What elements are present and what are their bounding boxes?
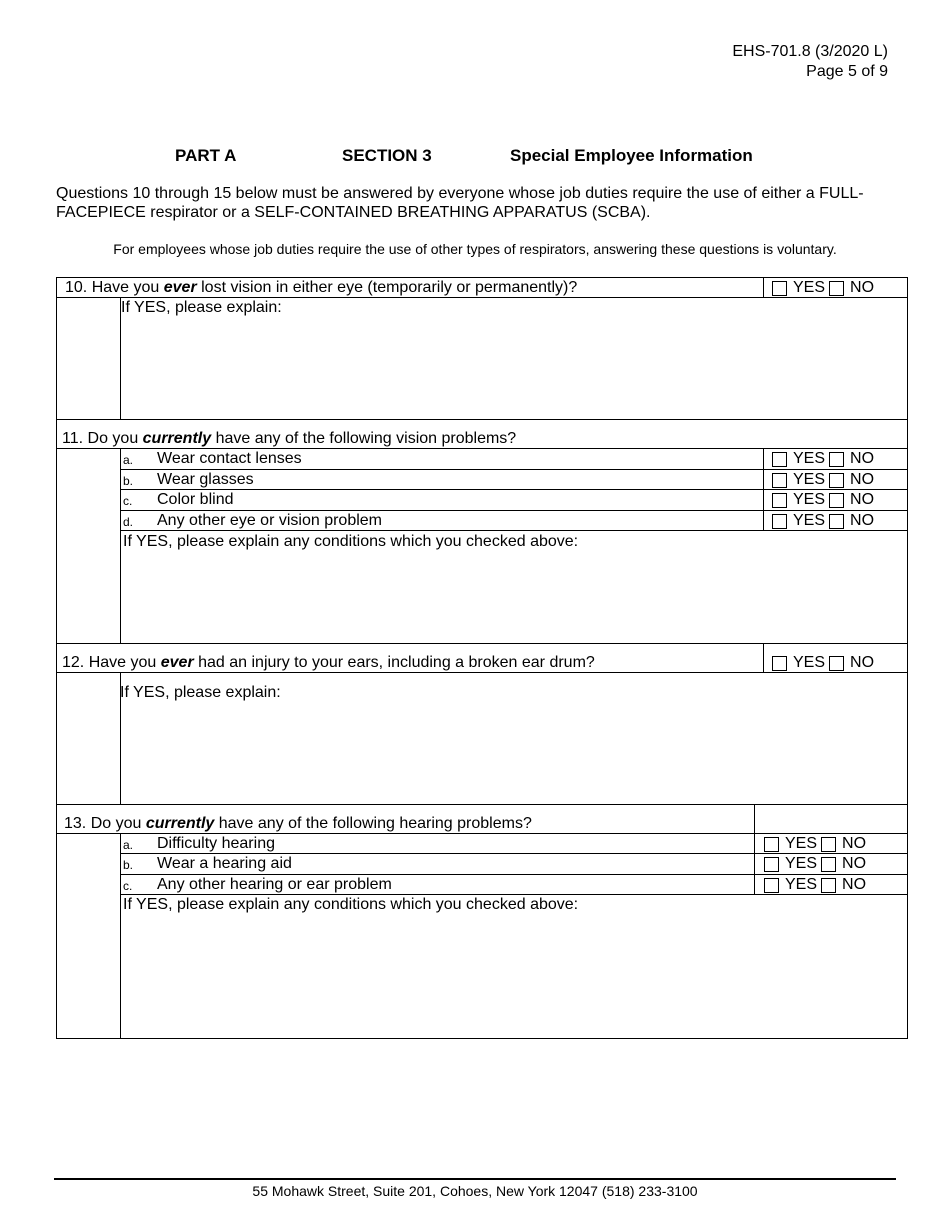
list-item-letter: c. bbox=[123, 879, 133, 893]
form-header bbox=[732, 42, 888, 82]
list-item-letter: d. bbox=[123, 515, 134, 529]
intro-text: Questions 10 through 15 below must be answered by everyone whose job duties require the use of either a FULL-FACEPIECE respirator or a SELF-CONTAINED BREATHING APPARATUS (SCBA). bbox=[56, 185, 864, 221]
q11b-no-checkbox[interactable] bbox=[829, 473, 844, 488]
q10-explain-label: If YES, please explain: bbox=[121, 299, 282, 316]
list-item: Wear contact lenses bbox=[157, 450, 302, 467]
voluntary-note: For employees whose job duties require the use of other types of respirators, answering these questions is voluntary. bbox=[113, 241, 837, 257]
list-item-letter: a. bbox=[123, 453, 134, 467]
q13c-yes-no: YES NO bbox=[764, 876, 866, 894]
q12-no-checkbox[interactable] bbox=[829, 656, 844, 671]
form-id: EHS-701.8 (3/2020 L) bbox=[732, 43, 888, 60]
section-name: Special Employee Information bbox=[510, 146, 753, 165]
q13b-yes-no: YES NO bbox=[764, 855, 866, 873]
list-item: Color blind bbox=[157, 491, 234, 508]
list-item: Difficulty hearing bbox=[157, 835, 275, 852]
q11b-yes-checkbox[interactable] bbox=[772, 473, 787, 488]
q11a-yes-no: YES NO bbox=[772, 450, 874, 468]
q11a-yes-checkbox[interactable] bbox=[772, 452, 787, 467]
q13c-no-checkbox[interactable] bbox=[821, 878, 836, 893]
q10-no-checkbox[interactable] bbox=[829, 281, 844, 296]
list-item-letter: b. bbox=[123, 858, 134, 872]
q10-yes-no: YES NO bbox=[772, 279, 874, 297]
list-item: Wear glasses bbox=[157, 471, 254, 488]
page-number: Page 5 of 9 bbox=[806, 63, 888, 80]
q12-explain-field[interactable] bbox=[121, 703, 907, 803]
q13c-yes-checkbox[interactable] bbox=[764, 878, 779, 893]
part-label: PART A bbox=[175, 146, 237, 165]
list-item-letter: b. bbox=[123, 474, 134, 488]
q11a-no-checkbox[interactable] bbox=[829, 452, 844, 467]
question-12: 12. Have you ever had an injury to your ears, including a broken ear drum? bbox=[62, 654, 595, 671]
list-item-letter: c. bbox=[123, 494, 133, 508]
q11d-yes-no: YES NO bbox=[772, 512, 874, 530]
q12-yes-checkbox[interactable] bbox=[772, 656, 787, 671]
q13a-yes-no: YES NO bbox=[764, 835, 866, 853]
q11d-no-checkbox[interactable] bbox=[829, 514, 844, 529]
q11c-yes-checkbox[interactable] bbox=[772, 493, 787, 508]
q13-explain-field[interactable] bbox=[121, 915, 907, 1037]
section-label: SECTION 3 bbox=[342, 146, 432, 165]
q11c-no-checkbox[interactable] bbox=[829, 493, 844, 508]
list-item: Any other hearing or ear problem bbox=[157, 876, 392, 893]
q13b-yes-checkbox[interactable] bbox=[764, 857, 779, 872]
question-13: 13. Do you currently have any of the following hearing problems? bbox=[64, 815, 532, 832]
q10-yes-checkbox[interactable] bbox=[772, 281, 787, 296]
q11c-yes-no: YES NO bbox=[772, 491, 874, 509]
q11-explain-label: If YES, please explain any conditions which you checked above: bbox=[123, 533, 579, 550]
q13a-no-checkbox[interactable] bbox=[821, 837, 836, 852]
q11d-yes-checkbox[interactable] bbox=[772, 514, 787, 529]
list-item-letter: a. bbox=[123, 838, 134, 852]
list-item: Any other eye or vision problem bbox=[157, 512, 382, 529]
question-10: 10. Have you ever lost vision in either eye (temporarily or permanently)? bbox=[65, 279, 578, 296]
q13b-no-checkbox[interactable] bbox=[821, 857, 836, 872]
footer-address: 55 Mohawk Street, Suite 201, Cohoes, New York 12047 (518) 233-3100 bbox=[252, 1183, 698, 1199]
question-11: 11. Do you currently have any of the following vision problems? bbox=[62, 430, 517, 447]
q11b-yes-no: YES NO bbox=[772, 471, 874, 489]
q13a-yes-checkbox[interactable] bbox=[764, 837, 779, 852]
list-item: Wear a hearing aid bbox=[157, 855, 292, 872]
footer-divider bbox=[54, 1178, 896, 1180]
q11-explain-field[interactable] bbox=[121, 552, 907, 642]
q13-explain-label: If YES, please explain any conditions which you checked above: bbox=[123, 896, 579, 913]
q10-explain-field[interactable] bbox=[121, 318, 907, 418]
q12-explain-label: If YES, please explain: bbox=[120, 684, 281, 701]
q12-yes-no: YES NO bbox=[772, 654, 874, 672]
